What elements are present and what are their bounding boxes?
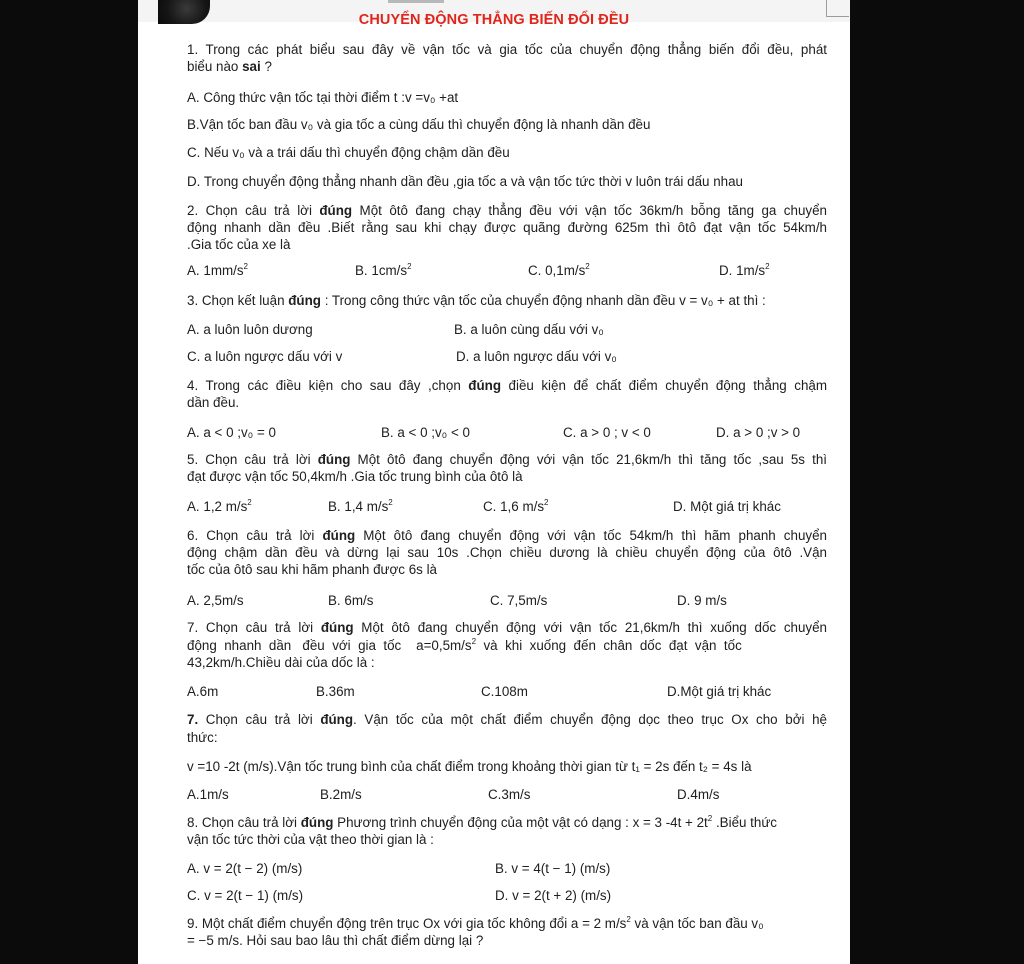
q5-option-d: D. Một giá trị khác bbox=[673, 499, 781, 514]
q2-option-b: B. $1cm/s^2$ bbox=[355, 262, 412, 278]
q5-option-c: C. 1,6 $m/s^2$ bbox=[483, 498, 549, 514]
q1-option-b: B.Vận tốc ban đầu v₀ và gia tốc a cùng dấu thì chuyển động là nhanh dần đều bbox=[187, 117, 651, 132]
q2-option-d: D. $1m/s^2$ bbox=[719, 262, 770, 278]
q7b-line3: v =10 -2t (m/s).Vận tốc trung bình của chất điểm trong khoảng thời gian từ t₁ = 2s đến t₂ = 4s là bbox=[187, 759, 752, 774]
q7b-option-b: B.2m/s bbox=[320, 787, 362, 802]
q6-option-d: D. 9 m/s bbox=[677, 593, 727, 608]
q8-line1: 8. Chọn câu trả lời đúng Phương trình chuyển động của một vật có dạng : x = 3 $-4t + 2t^2$ .Biểu thức bbox=[187, 814, 778, 830]
q2-line1: 2. Chọn câu trả lời đúng Một ôtô đang chạy thẳng đều với vận tốc 36km/h bỗng tăng ga chuyển bbox=[187, 203, 827, 218]
q8-line2: vận tốc tức thời của vật theo thời gian là : bbox=[187, 832, 434, 847]
q4-line2: dần đều. bbox=[187, 395, 240, 410]
q8-option-a: A. v = 2(t − 2) (m/s) bbox=[187, 861, 303, 876]
q7b-line2: thức: bbox=[187, 730, 218, 745]
q7b-option-d: D.4m/s bbox=[677, 787, 720, 802]
page-title: CHUYỂN ĐỘNG THẲNG BIẾN ĐỔI ĐỀU bbox=[358, 12, 630, 28]
q6-option-a: A. 2,5m/s bbox=[187, 593, 244, 608]
q9-line1: 9. Một chất điểm chuyển động trên trục Ox với gia tốc không đổi a = 2 $m/s^2$ và vận tốc ban đầu v₀ bbox=[187, 915, 764, 931]
q5-option-b: B. 1,4 $m/s^2$ bbox=[328, 498, 393, 514]
q1-option-c: C. Nếu v₀ và a trái dấu thì chuyển động chậm dần đều bbox=[187, 145, 510, 160]
q2-line2: động nhanh dần đều .Biết rằng sau khi chạy được quãng đường 625m thì ôtô đạt vận tốc 54km/h bbox=[187, 220, 827, 235]
q5-line1: 5. Chọn câu trả lời đúng Một ôtô đang chuyển động với vận tốc 21,6km/h thì tăng tốc ,sau 5s thì bbox=[187, 452, 828, 467]
q3-line1: 3. Chọn kết luận đúng : Trong công thức vận tốc của chuyển động nhanh dần đều v = v₀ + at thì : bbox=[187, 293, 766, 308]
q7b-option-c: C.3m/s bbox=[488, 787, 531, 802]
q2-option-c: C. $0,1m/s^2$ bbox=[528, 262, 590, 278]
q5-option-a: A. 1,2 $m/s^2$ bbox=[187, 498, 252, 514]
q1-line1: 1. Trong các phát biểu sau đây về vận tốc và gia tốc của chuyển động thẳng biến đổi đều, phát bbox=[187, 42, 827, 57]
q7b-option-a: A.1m/s bbox=[187, 787, 229, 802]
q6-line2: động chậm dần đều và dừng lại sau 10s .Chọn chiều dương là chiều chuyển động của ôtô .Vận bbox=[187, 545, 827, 560]
q6-line1: 6. Chọn câu trả lời đúng Một ôtô đang chuyển động với vận tốc 54km/h thì hãm phanh chuyển bbox=[187, 528, 827, 543]
q4-option-d: D. a > 0 ;v > 0 bbox=[716, 425, 801, 440]
q3-option-a: A. a luôn luôn dương bbox=[187, 322, 313, 337]
q3-option-d: D. a luôn ngược dấu với v₀ bbox=[456, 349, 617, 364]
q8-option-c: C. v = 2(t − 1) (m/s) bbox=[187, 888, 304, 903]
q1-line2: biểu nào sai ? bbox=[187, 59, 272, 74]
q3-option-b: B. a luôn cùng dấu với v₀ bbox=[454, 322, 604, 337]
q1-option-d: D. Trong chuyển động thẳng nhanh dần đều ,gia tốc a và vận tốc tức thời v luôn trái dấu nhau bbox=[187, 174, 743, 189]
q4-option-c: C. a > 0 ; v < 0 bbox=[563, 425, 651, 440]
q7a-option-a: A.6m bbox=[187, 684, 219, 699]
q4-option-a: A. a < 0 ;v₀ = 0 bbox=[187, 425, 276, 440]
photo-edge bbox=[388, 0, 444, 3]
q3-option-c: C. a luôn ngược dấu với v bbox=[187, 349, 343, 364]
q6-option-b: B. 6m/s bbox=[328, 593, 374, 608]
q9-line2: = −5 m/s. Hỏi sau bao lâu thì chất điểm dừng lại ? bbox=[187, 933, 484, 948]
q7a-option-c: C.108m bbox=[481, 684, 528, 699]
q8-option-b: B. v = 4(t − 1) (m/s) bbox=[495, 861, 611, 876]
document-page bbox=[138, 0, 850, 964]
q4-option-b: B. a < 0 ;v₀ < 0 bbox=[381, 425, 470, 440]
q7b-line1: 7. Chọn câu trả lời đúng. Vận tốc của một chất điểm chuyển động dọc theo trục Ox cho bởi hệ bbox=[187, 712, 828, 727]
q8-option-d: D. v = 2(t + 2) (m/s) bbox=[495, 888, 612, 903]
q2-line3: .Gia tốc của xe là bbox=[187, 237, 291, 252]
q2-option-a: A. $1mm/s^2$ bbox=[187, 262, 248, 278]
q1-option-a: A. Công thức vận tốc tại thời điểm t :v =v₀ +at bbox=[187, 90, 459, 105]
q7a-option-d: D.Một giá trị khác bbox=[667, 684, 772, 699]
q7a-line1: 7. Chọn câu trả lời đúng Một ôtô đang chuyển động với vận tốc 21,6km/h thì xuống dốc chuyển bbox=[187, 620, 828, 635]
q7a-option-b: B.36m bbox=[316, 684, 355, 699]
q7a-line2: động nhanh dần đều với gia tốc $a=0,5m/s^2$ và khi xuống đến chân dốc đạt vận tốc bbox=[187, 637, 742, 653]
q6-option-c: C. 7,5m/s bbox=[490, 593, 548, 608]
q7a-line3: 43,2km/h.Chiều dài của dốc là : bbox=[187, 655, 375, 670]
q5-line2: đạt được vận tốc 50,4km/h .Gia tốc trung bình của ôtô là bbox=[187, 469, 523, 484]
q6-line3: tốc của ôtô sau khi hãm phanh được 6s là bbox=[187, 562, 437, 577]
q4-line1: 4. Trong các điều kiện cho sau đây ,chọn đúng điều kiện để chất điểm chuyển động thẳng chậm bbox=[187, 378, 827, 393]
